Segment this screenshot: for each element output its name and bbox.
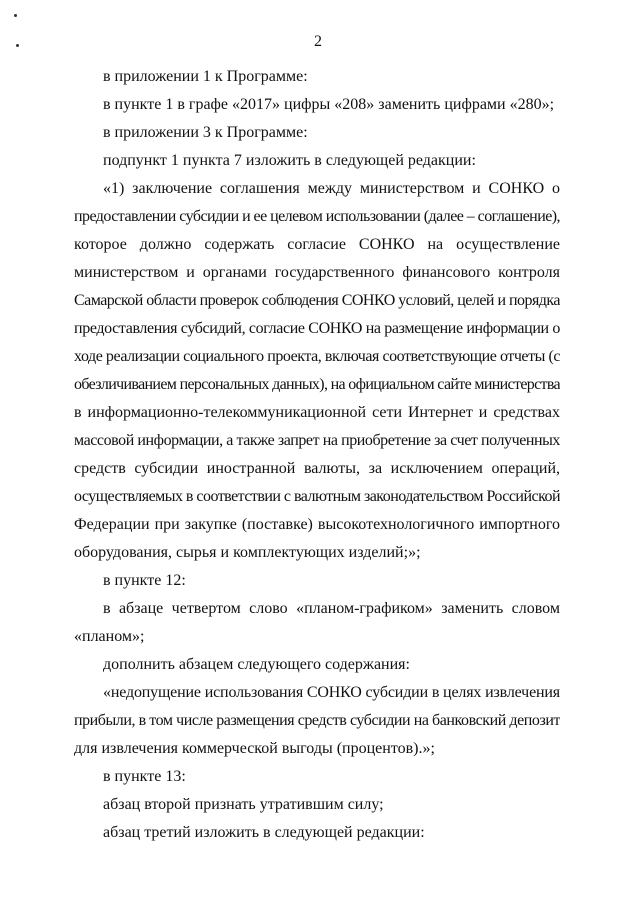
- text-line: абзац третий изложить в следующей редакции:: [103, 824, 425, 841]
- text-line: оборудования, сырья и комплектующих изделий;»;: [74, 544, 421, 561]
- text-line: в абзаце четвертом слово «планом-графиком» заменить словом: [103, 600, 560, 617]
- text-line: в пункте 1 в графе «2017» цифры «208» заменить цифрами «280»;: [103, 96, 555, 113]
- text-line: в информационно-телекоммуникационной сети Интернет и средствах: [74, 404, 560, 421]
- document-body: [74, 63, 560, 847]
- text-line: абзац второй признать утратившим силу;: [103, 796, 384, 813]
- text-line: в пункте 13:: [103, 768, 186, 785]
- text-line: Федерации при закупке (поставке) высокотехнологичного импортного: [74, 516, 560, 533]
- text-line: в пункте 12:: [103, 572, 186, 589]
- text-line: в приложении 1 к Программе:: [103, 68, 308, 85]
- text-line: средств субсидии иностранной валюты, за исключением операций,: [74, 460, 560, 477]
- text-line: прибыли, в том числе размещения средств субсидии на банковский депозит: [74, 712, 560, 729]
- text-line: предоставлении субсидии и ее целевом использовании (далее – соглашение),: [74, 208, 560, 225]
- text-line: «недопущение использования СОНКО субсидии в целях извлечения: [103, 684, 560, 701]
- text-line: осуществляемых в соответствии с валютным законодательством Российской: [74, 488, 560, 505]
- text-line: министерством и органами государственного финансового контроля: [74, 264, 560, 281]
- text-line: «1) заключение соглашения между министерством и СОНКО о: [103, 180, 560, 197]
- text-line: дополнить абзацем следующего содержания:: [103, 656, 410, 673]
- text-line: ходе реализации социального проекта, включая соответствующие отчеты (с: [74, 348, 560, 365]
- text-line: Самарской области проверок соблюдения СОНКО условий, целей и порядка: [74, 292, 560, 309]
- text-line: предоставления субсидий, согласие СОНКО на размещение информации о: [74, 320, 560, 337]
- text-line: «планом»;: [74, 628, 145, 645]
- text-line: обезличиванием персональных данных), на официальном сайте министерства: [74, 376, 560, 393]
- text-line: которое должно содержать согласие СОНКО на осуществление: [74, 236, 560, 253]
- text-line: подпункт 1 пункта 7 изложить в следующей редакции:: [103, 152, 476, 169]
- page-number: 2: [314, 33, 322, 50]
- text-line: в приложении 3 к Программе:: [103, 124, 308, 141]
- text-line: массовой информации, а также запрет на приобретение за счет полученных: [74, 432, 560, 449]
- text-line: для извлечения коммерческой выгоды (процентов).»;: [74, 740, 435, 757]
- scan-speck: [14, 14, 17, 17]
